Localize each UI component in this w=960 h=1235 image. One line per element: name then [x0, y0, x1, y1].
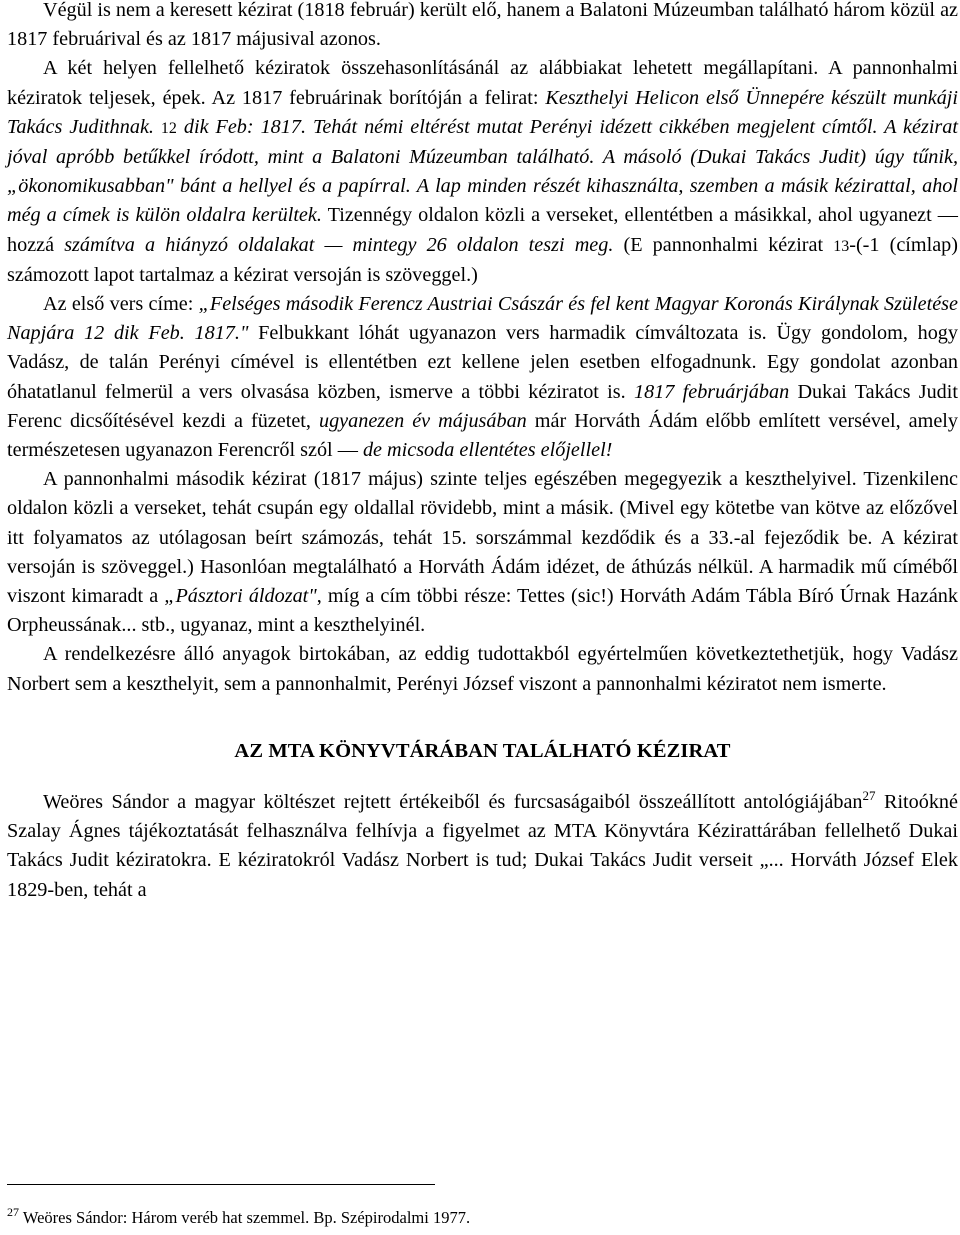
paragraph-1-text: Végül is nem a keresett kézirat (1818 február) került elő, hanem a Balatoni Múzeumban található három közül az 1817 februárival és az 1817 májusival azonos.	[7, 0, 958, 51]
footnote-number: 27	[7, 1205, 19, 1219]
paragraph-2-italic-comparison: dik Feb: 1817. Tehát némi eltérést mutat Perényi idézett cikkében megjelent címtől. A kézirat jóval apróbb betűkkel íródott, mint a Balatoni Múzeumban található. A másoló (Dukai Takács Judit) úgy tűnik, „ökonomikusabban" bánt a hellyel és a papírral. A lap minden részét kihasználta, szemben a másik kézirattal, ahol még a címek is külön oldalra kerültek.	[7, 115, 958, 227]
paragraph-5	[7, 640, 958, 698]
footnote-divider	[7, 1184, 435, 1185]
paragraph-4-text-a: A pannonhalmi második kézirat (1817 május) szinte teljes egészében megegyezik a keszthelyivel. Tizenkilenc oldalon közli a verseket, tehát csupán egy oldallal rövidebb, mint a másik. (Mivel egy kötetbe van kötve az előzővel itt folyamatos az utólagosan beírt számozás, tehát 15. sorszámmal kezdődik és a 33.-al fejeződik be. A kézirat versoján is szöveggel.) Hasonlóan megtalálható a Horváth Ádám idézet, de áthúzás nélkül. A harmadik mű címéből viszont kimaradt a	[7, 468, 958, 608]
paragraph-2-text-a: A két helyen fellelhető kéziratok összehasonlításánál az alábbiakat lehetett megállapítani. A pannonhalmi kéziratok teljesek, épek. Az 1817 februárinak borítóján a felirat:	[7, 57, 958, 109]
first-poem-title: „Felséges második Ferencz Austriai Császár és fel kent Magyar Koronás Királynak Születése Napjára 12 dik Feb. 1817."	[7, 293, 958, 345]
paragraph-2-number-13: 13	[833, 237, 850, 255]
paragraph-6	[7, 788, 958, 905]
paragraph-2	[7, 54, 958, 290]
footnote-reference[interactable]: 27	[862, 788, 876, 804]
footnote-text: Weöres Sándor: Három veréb hat szemmel. Bp. Szépirodalmi 1977.	[19, 1208, 471, 1227]
paragraph-2-text-b: Tizennégy oldalon közli a verseket, ellentétben a másikkal, ahol ugyanezt — hozzá	[7, 204, 958, 256]
paragraph-3-text-d: már Horváth Ádám előbb említett versével, amely természetesen ugyanazon Ferencről szól —	[7, 409, 958, 462]
paragraph-2-number-12: 12	[160, 119, 177, 137]
paragraph-3-italic-february: 1817 februárjában	[633, 380, 790, 403]
paragraph-3-text-a: Az első vers címe:	[43, 293, 199, 316]
manuscript-cover-inscription: Keszthelyi Helicon első Ünnepére készült munkáji Takács Judithnak.	[7, 86, 959, 138]
paragraph-2-text-c: (E pannonhalmi kézirat	[613, 233, 834, 256]
paragraph-3-italic-may: ugyanezen év májusában	[318, 409, 527, 432]
paragraph-1	[7, 0, 958, 54]
section-heading: AZ MTA KÖNYVTÁRÁBAN TALÁLHATÓ KÉZIRAT	[234, 739, 731, 762]
paragraph-6-text-a: Weöres Sándor a magyar költészet rejtett értékeiből és furcsaságaiból összeállított antológiájában	[43, 791, 863, 814]
paragraph-3-italic-contrast: de micsoda ellentétes előjellel!	[362, 439, 613, 462]
paragraph-2-italic-pages: számítva a hiányzó oldalakat — mintegy 26 oldalon teszi meg.	[64, 233, 614, 256]
footnote	[7, 1207, 470, 1229]
paragraph-3-text-b: Felbukkant lóhát ugyanazon vers harmadik címváltozata is. Ügy gondolom, hogy Vadász, de talán Perényi címével is ellentétben ezt kellene jelen esetben elfogadnunk. Egy gondolat azonban óhatatlanul felmerül a vers olvasása közben, ismerve a többi kéziratot is.	[7, 322, 958, 403]
document-page	[7, 0, 958, 905]
paragraph-5-text: A rendelkezésre álló anyagok birtokában, az eddig tudottakból egyértelműen következtethetjük, hogy Vadász Norbert sem a keszthelyit, sem a pannonhalmit, Perényi József viszont a pannonhalmi kéziratot nem ismerte.	[7, 643, 958, 695]
paragraph-6-text-b: Ritoókné Szalay Ágnes tájékoztatását felhasználva felhívja a figyelmet az MTA Könyvtára Kézirattárában fellelhető Dukai Takács Judit kéziratokra. E kéziratokról Vadász Norbert is tud; Dukai Takács Judit verseit „... Horváth József Elek 1829-ben, tehát a	[7, 791, 958, 901]
paragraph-2-text-d: -(-1 (címlap) számozott lapot tartalmaz a kézirat versoján is szöveggel.)	[7, 233, 958, 286]
paragraph-4-text-b: , míg a cím többi része: Tettes (sic!) Horváth Adám Tábla Bíró Úrnak Hazánk Orpheussának... stb., ugyanaz, mint a keszthelyinél.	[7, 585, 958, 637]
paragraph-3	[7, 290, 958, 465]
paragraph-4	[7, 465, 958, 640]
pastoral-sacrifice-title: „Pásztori áldozat"	[164, 585, 317, 608]
paragraph-3-text-c: Dukai Takács Judit Ferenc dicsőítésével kezdi a füzetet,	[7, 380, 958, 432]
